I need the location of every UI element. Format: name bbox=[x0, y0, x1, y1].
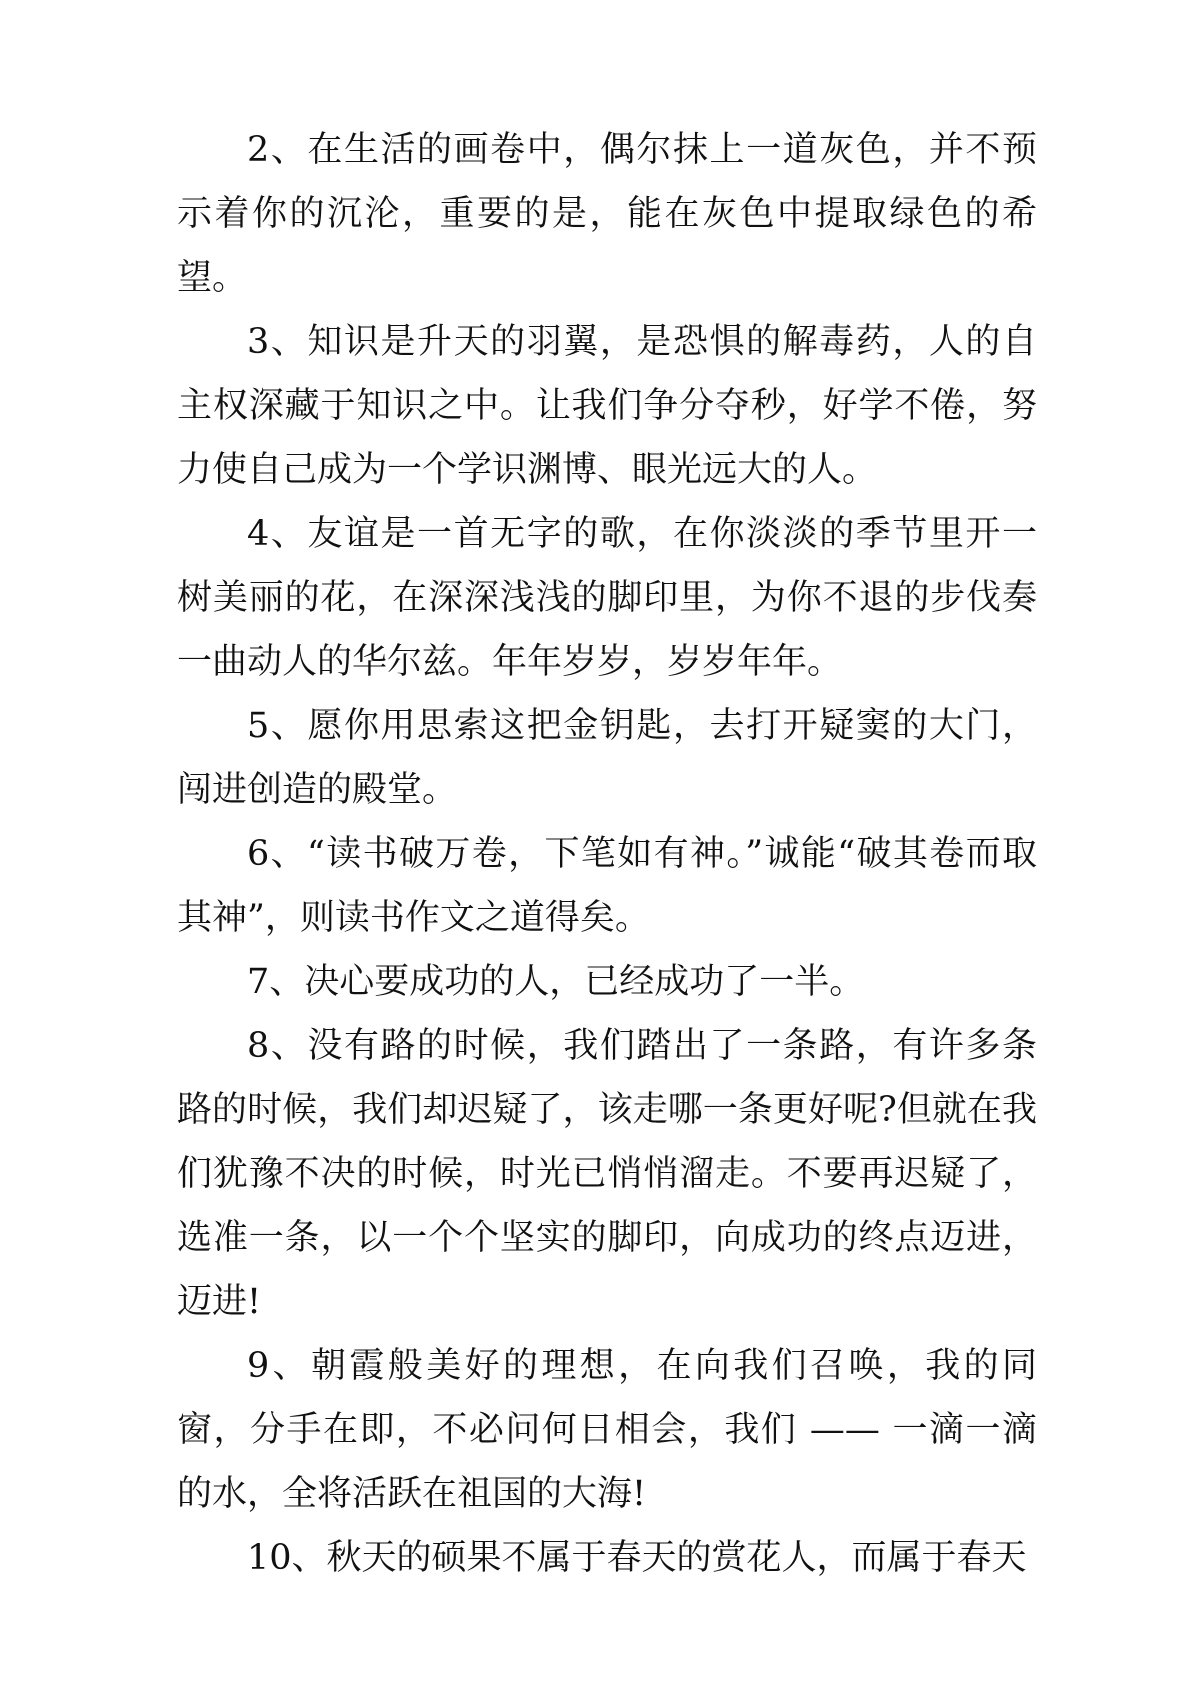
paragraph-5: 5、愿你用思索这把金钥匙，去打开疑窦的大门，闯进创造的殿堂。 bbox=[177, 706, 1037, 810]
paragraph-2: 2、在生活的画卷中，偶尔抹上一道灰色，并不预示着你的沉沦，重要的是，能在灰色中提取绿色的希望。 bbox=[177, 130, 1037, 298]
paragraph-9: 9、朝霞般美好的理想，在向我们召唤，我的同窗，分手在即，不必问何日相会，我们 —— 一滴一滴的水，全将活跃在祖国的大海! bbox=[177, 1346, 1037, 1514]
paragraph-6: 6、“读书破万卷，下笔如有神。”诚能“破其卷而取其神”，则读书作文之道得矣。 bbox=[177, 834, 1037, 938]
paragraph-7: 7、决心要成功的人，已经成功了一半。 bbox=[247, 962, 865, 1002]
paragraph-10: 10、秋天的硕果不属于春天的赏花人，而属于春天 bbox=[247, 1538, 1027, 1578]
paragraph-3: 3、知识是升天的羽翼，是恐惧的解毒药，人的自主权深藏于知识之中。让我们争分夺秒，好学不倦，努力使自己成为一个学识渊博、眼光远大的人。 bbox=[177, 322, 1037, 490]
paragraph-8: 8、没有路的时候，我们踏出了一条路，有许多条路的时候，我们却迟疑了，该走哪一条更好呢?但就在我们犹豫不决的时候，时光已悄悄溜走。不要再迟疑了，选准一条，以一个个坚实的脚印，向成功的终点迈进，迈进! bbox=[177, 1026, 1037, 1322]
document-body bbox=[177, 118, 1037, 1590]
paragraph-4: 4、友谊是一首无字的歌，在你淡淡的季节里开一树美丽的花，在深深浅浅的脚印里，为你不退的步伐奏一曲动人的华尔兹。年年岁岁，岁岁年年。 bbox=[177, 514, 1037, 682]
